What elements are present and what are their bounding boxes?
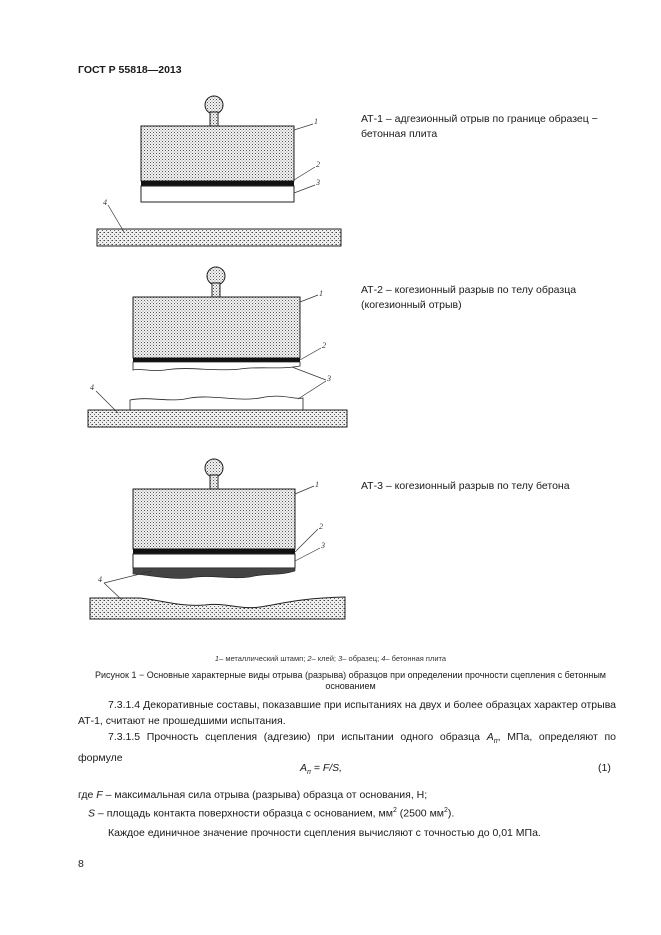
description-at2: АТ-2 – когезионный разрыв по телу образца (когезионный отрыв): [361, 284, 577, 311]
callout-2: 2: [319, 522, 323, 531]
stamp-knob: [207, 267, 225, 285]
formula-number: (1): [598, 762, 611, 774]
p2-var: A: [486, 731, 494, 743]
description-at1: АТ-1 – адгезионный отрыв по границе образец − бетонная плита: [361, 113, 598, 140]
legend-key-4: 4: [381, 654, 386, 663]
callout-2: 2: [322, 341, 326, 350]
callout-4: 4: [103, 198, 107, 207]
legend-text-3: – образец;: [342, 654, 380, 663]
sample-layer: [141, 186, 294, 202]
where-s-sup: 2: [392, 807, 397, 814]
legend-key-3: 3: [338, 654, 343, 663]
diagram-at2: [88, 267, 347, 427]
callout-3: 3: [327, 374, 331, 383]
callout-3: 3: [316, 178, 320, 187]
legend-text-1: – металлический штамп;: [219, 654, 306, 663]
callout-2: 2: [316, 160, 320, 169]
legend-key-1: 1: [214, 654, 220, 663]
p2-sub: п: [493, 738, 498, 746]
stamp-neck: [210, 112, 218, 126]
description-at3: АТ-3 – когезионный разрыв по телу бетона: [361, 480, 570, 492]
glue-layer: [141, 181, 294, 186]
formula-sub: п: [307, 769, 311, 777]
diagram-at1: [97, 96, 341, 246]
stamp-knob: [205, 96, 223, 114]
where-s-text-b: (2500 мм: [396, 807, 445, 820]
callout-1: 1: [315, 480, 319, 489]
figure-legend: [0, 654, 661, 663]
where-f-text: – максимальная сила отрыва (разрыва) образца от основания, Н;: [102, 789, 428, 801]
where-prefix: где: [78, 789, 97, 801]
torn-concrete-piece: [133, 568, 295, 578]
document-header: ГОСТ Р 55818—2013: [78, 64, 182, 76]
stamp-neck: [212, 283, 220, 297]
where-s: [88, 803, 454, 822]
formula-rest: = F/S,: [310, 762, 343, 774]
paragraph-7-3-1-5: [78, 729, 616, 766]
legend-key-2: 2: [307, 654, 312, 663]
where-f-var: F: [96, 789, 103, 801]
formula-var: A: [300, 762, 308, 774]
concrete-slab: [97, 229, 341, 246]
metal-stamp: [133, 297, 300, 358]
concrete-slab-damaged: [90, 597, 345, 619]
page-number: 8: [78, 858, 84, 870]
concrete-slab: [88, 410, 347, 427]
metal-stamp: [141, 126, 294, 181]
callout-4: 4: [98, 575, 102, 584]
where-f: [78, 787, 427, 803]
sample-layer: [133, 554, 295, 568]
callout-1: 1: [319, 289, 323, 298]
p2-text-b: , МПа, определяют по формуле: [78, 731, 617, 765]
stamp-neck: [210, 475, 218, 489]
where-s-var: S: [88, 807, 96, 820]
paragraph-7-3-1-4: 7.3.1.4 Декоративные составы, показавшие при испытаниях на двух и более образцах характер отрыва АТ-1, считают не прошедшими испытания.: [78, 699, 616, 727]
glue-layer: [133, 549, 295, 554]
sample-lower-remnant: [130, 396, 303, 410]
callout-4: 4: [90, 383, 94, 392]
where-s-text-a: – площадь контакта поверхности образца с основанием, мм: [95, 807, 393, 820]
callout-3: 3: [321, 541, 325, 550]
figure-caption: Рисунок 1 − Основные характерные виды отрыва (разрыва) образцов при определении прочности сцепления с бетонным основанием: [95, 670, 606, 691]
callout-1: 1: [314, 117, 318, 126]
diagram-at3: [90, 459, 345, 619]
stamp-knob: [205, 459, 223, 477]
sample-upper-remnant: [133, 362, 300, 371]
p2-text-a: 7.3.1.5 Прочность сцепления (адгезию) при испытании одного образца: [108, 731, 487, 743]
legend-text-4: – бетонная плита: [385, 654, 447, 663]
metal-stamp: [133, 489, 295, 549]
paragraph-precision: Каждое единичное значение прочности сцепления вычисляют с точностью до 0,01 МПа.: [108, 827, 541, 839]
where-s-sup2: 2: [444, 807, 448, 814]
glue-layer: [133, 358, 300, 362]
where-s-text-c: ).: [447, 807, 455, 820]
legend-text-2: – клей;: [311, 654, 336, 663]
formula: [300, 762, 342, 776]
